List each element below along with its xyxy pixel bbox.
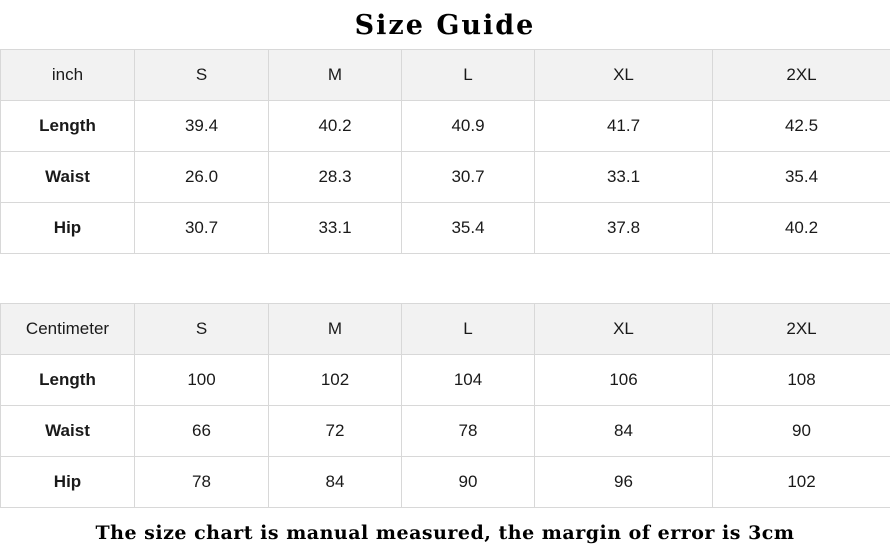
- cell-waist-xl: 33.1: [535, 152, 713, 203]
- table-spacer: [0, 254, 890, 303]
- page-title: Size Guide: [354, 10, 536, 41]
- cell-waist-2xl: 35.4: [713, 152, 890, 203]
- cell-length-xl: 41.7: [535, 101, 713, 152]
- cell-waist-m: 72: [269, 406, 402, 457]
- cell-hip-s: 78: [135, 457, 269, 508]
- column-header-s: S: [135, 50, 269, 101]
- cell-hip-2xl: 102: [713, 457, 890, 508]
- cell-hip-2xl: 40.2: [713, 203, 890, 254]
- row-label-hip: Hip: [1, 457, 135, 508]
- cell-hip-s: 30.7: [135, 203, 269, 254]
- cell-hip-xl: 96: [535, 457, 713, 508]
- cell-length-m: 40.2: [269, 101, 402, 152]
- row-label-waist: Waist: [1, 152, 135, 203]
- cell-waist-l: 78: [402, 406, 535, 457]
- row-label-hip: Hip: [1, 203, 135, 254]
- cell-length-l: 40.9: [402, 101, 535, 152]
- column-header-xl: XL: [535, 50, 713, 101]
- size-table-centimeter: [0, 303, 890, 508]
- cell-length-2xl: 42.5: [713, 101, 890, 152]
- cell-length-s: 100: [135, 355, 269, 406]
- cell-length-2xl: 108: [713, 355, 890, 406]
- cell-waist-l: 30.7: [402, 152, 535, 203]
- table-row: [1, 203, 890, 254]
- cell-hip-l: 90: [402, 457, 535, 508]
- column-header-m: M: [269, 50, 402, 101]
- column-header-l: L: [402, 304, 535, 355]
- table-row: [1, 457, 890, 508]
- cell-length-l: 104: [402, 355, 535, 406]
- column-header-2xl: 2XL: [713, 304, 890, 355]
- row-label-waist: Waist: [1, 406, 135, 457]
- table-header-row: [1, 304, 890, 355]
- unit-label-inch: inch: [1, 50, 135, 101]
- row-label-length: Length: [1, 355, 135, 406]
- table-row: [1, 101, 890, 152]
- table-row: [1, 406, 890, 457]
- cell-waist-2xl: 90: [713, 406, 890, 457]
- cell-hip-m: 33.1: [269, 203, 402, 254]
- unit-label-centimeter: Centimeter: [1, 304, 135, 355]
- column-header-xl: XL: [535, 304, 713, 355]
- cell-waist-s: 26.0: [135, 152, 269, 203]
- table-header-row: [1, 50, 890, 101]
- cell-hip-m: 84: [269, 457, 402, 508]
- cell-length-xl: 106: [535, 355, 713, 406]
- size-table-inch: [0, 49, 890, 254]
- cell-hip-xl: 37.8: [535, 203, 713, 254]
- cell-length-s: 39.4: [135, 101, 269, 152]
- row-label-length: Length: [1, 101, 135, 152]
- table-row: [1, 355, 890, 406]
- cell-length-m: 102: [269, 355, 402, 406]
- cell-waist-s: 66: [135, 406, 269, 457]
- column-header-m: M: [269, 304, 402, 355]
- cell-waist-m: 28.3: [269, 152, 402, 203]
- cell-waist-xl: 84: [535, 406, 713, 457]
- column-header-2xl: 2XL: [713, 50, 890, 101]
- measurement-disclaimer: The size chart is manual measured, the margin of error is 3cm: [95, 522, 795, 544]
- cell-hip-l: 35.4: [402, 203, 535, 254]
- column-header-l: L: [402, 50, 535, 101]
- column-header-s: S: [135, 304, 269, 355]
- table-row: [1, 152, 890, 203]
